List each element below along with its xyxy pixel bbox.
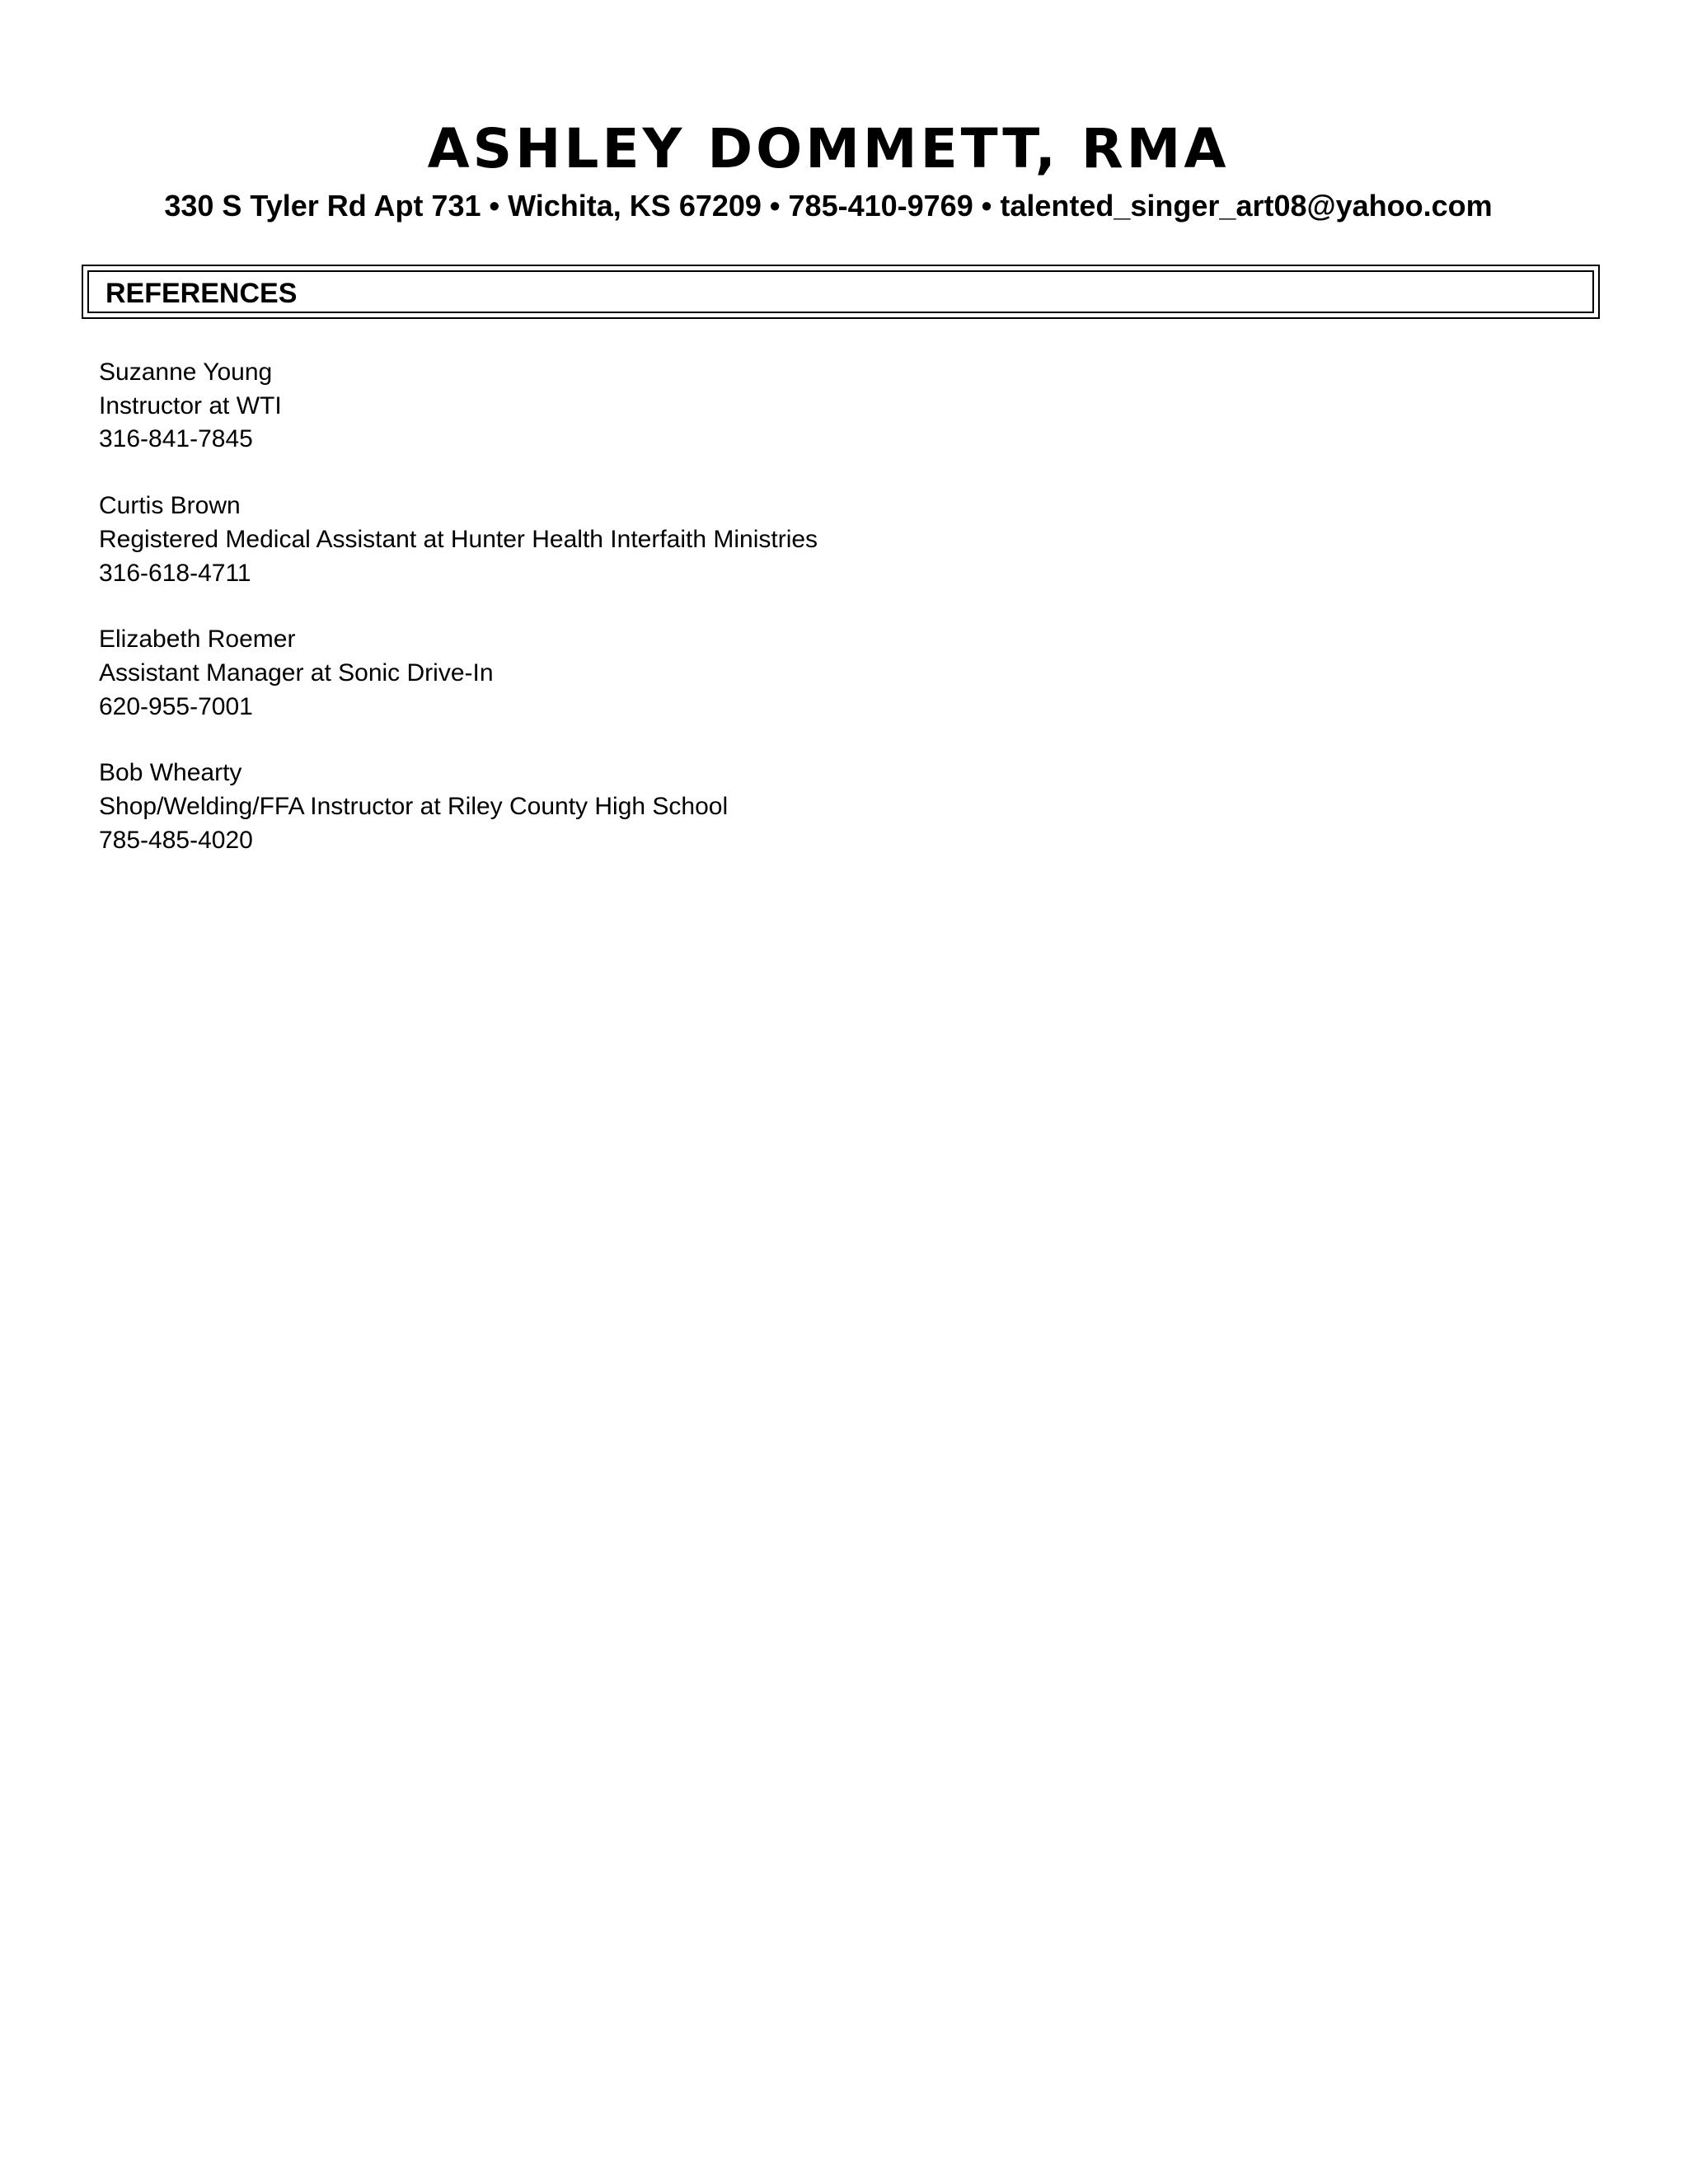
reference-phone: 620-955-7001 [99,692,253,720]
reference-title: Registered Medical Assistant at Hunter Health Interfaith Ministries [99,525,818,553]
contact-separator: • [769,189,781,223]
candidate-name: ASHLEY DOMMETT, RMA [427,117,1230,180]
contact-line [0,185,1657,227]
section-header-inner-border [87,270,1594,313]
reference-title: Shop/Welding/FFA Instructor at Riley County High School [99,793,729,821]
reference-name: Elizabeth Roemer [99,626,296,654]
reference-entry [99,490,1582,590]
section-header-box [82,265,1600,319]
reference-entry [99,356,1582,457]
reference-title: Instructor at WTI [99,391,282,419]
contact-address: 330 S Tyler Rd Apt 731 [164,189,481,223]
contact-email: talented_singer_art08@yahoo.com [1000,189,1493,223]
contact-city: Wichita, KS 67209 [508,189,762,223]
reference-phone: 316-618-4711 [99,559,251,587]
reference-phone: 785-485-4020 [99,826,253,854]
reference-name: Bob Whearty [99,759,242,787]
contact-separator: • [489,189,500,223]
reference-phone: 316-841-7845 [99,425,253,453]
reference-entry [99,623,1582,724]
section-title: REFERENCES [106,278,298,309]
references-list [99,356,1582,890]
reference-name: Suzanne Young [99,359,273,386]
contact-separator: • [981,189,992,223]
reference-name: Curtis Brown [99,492,241,520]
contact-phone: 785-410-9769 [788,189,973,223]
reference-entry [99,757,1582,857]
reference-title: Assistant Manager at Sonic Drive-In [99,658,494,687]
